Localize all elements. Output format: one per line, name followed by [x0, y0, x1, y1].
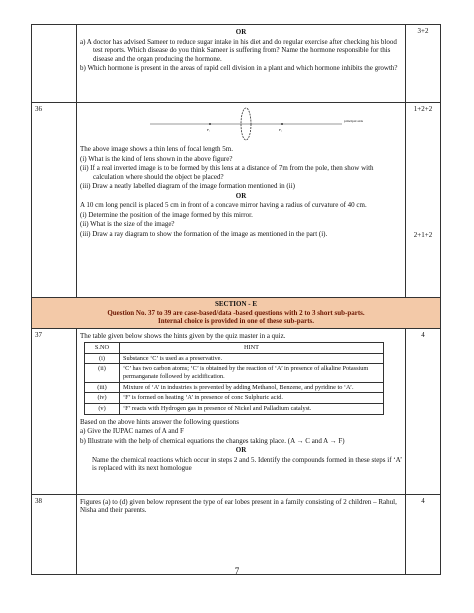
section-e-instruction-1: Question No. 37 to 39 are case-based/data -based questions with 2 to 3 short sub-parts. [107, 308, 365, 317]
question-38-number: 38 [32, 494, 77, 574]
hint-text: Mixture of ‘A’ in industries is prevented by adding Methanol, Benzene, and pyridine to ‘A’. [120, 382, 384, 393]
hint-sno: (i) [85, 353, 120, 364]
question-36-marks: 1+2+2 [413, 105, 433, 113]
question-36-alt-part-i: (i) Determine the position of the image formed by this mirror. [80, 210, 253, 219]
hint-sno: (iii) [85, 382, 120, 393]
question-36-marks-cell [406, 103, 441, 298]
table-row [85, 382, 384, 393]
question-paper-page [31, 24, 441, 578]
hint-text: Substance ‘C’ is used as a preservative. [120, 353, 384, 364]
or-label: OR [235, 28, 247, 36]
question-38-marks: 4 [406, 494, 441, 574]
page-number: 7 [234, 566, 240, 576]
question-37-row [32, 328, 441, 494]
question-37-based: Based on the above hints answer the following questions [80, 417, 240, 426]
table-row [85, 393, 384, 404]
section-e-cell [32, 298, 441, 329]
focus-f2-label: F₂ [279, 128, 283, 132]
question-38-text: Figures (a) to (d) given below represent the type of ear lobes present in a family consisting of 2 children – Rahul, Nisha and their parents. [80, 497, 397, 515]
hints-table-header [85, 343, 384, 354]
hint-sno: (ii) [85, 364, 120, 382]
question-35-marks: 3+2 [406, 25, 441, 103]
focus-f1-label: F₁ [207, 128, 211, 132]
question-36-part-ii: (ii) If a real inverted image is to be formed by this lens at a distance of 7m from the pole, then show with calculation where should the object be placed? [80, 164, 374, 181]
question-36-intro: The above image shows a thin lens of focal length 5m. [80, 145, 233, 153]
question-38-row [32, 494, 441, 574]
section-e-instruction-2: Internal choice is provided in one of these sub-parts. [157, 317, 315, 326]
convex-lens-diagram [80, 107, 416, 141]
hints-sno-header: S.NO [85, 343, 120, 354]
question-36-part-i: (i) What is the kind of lens shown in the above figure? [80, 154, 233, 163]
table-row [85, 353, 384, 364]
question-36-alt-intro: A 10 cm long pencil is placed 5 cm in front of a concave mirror having a radius of curvature of 40 cm. [80, 201, 367, 210]
hint-sno: (v) [85, 404, 120, 415]
question-36-body [77, 103, 406, 298]
lens-figure [80, 107, 402, 141]
question-36-part-iii: (iii) Draw a neatly labelled diagram of the image formation mentioned in (ii) [80, 182, 295, 191]
question-37-body [77, 328, 406, 494]
questions-table [31, 24, 441, 575]
question-37-number: 37 [32, 328, 77, 494]
question-36-alt-part-ii: (ii) What is the size of the image? [80, 220, 175, 229]
hints-table [84, 342, 384, 415]
question-36-alt-marks: 2+1+2 [413, 231, 433, 239]
principal-axis-label: principal axis [344, 119, 363, 123]
hint-text: ‘C’ has two carbon atoms; ‘C’ is obtained by the reaction of ‘A’ in presence of alkaline Potassium permanganate followed by acidification. [120, 364, 384, 382]
question-36-row [32, 103, 441, 298]
question-35-part-b: b) Which hormone is present in the areas of rapid cell division in a plant and which hormone inhibits the growth? [80, 64, 398, 73]
hint-text: ‘F’ is formed on heating ‘A’ in presence of conc Sulphuric acid. [120, 393, 384, 404]
table-row [85, 364, 384, 382]
question-38-body [77, 494, 406, 574]
question-35-row [32, 25, 441, 103]
question-35-body [77, 25, 406, 103]
question-35-number-cell [32, 25, 77, 103]
question-37-alt: Name the chemical reactions which occur in steps 2 and 5. Identify the compounds formed in these steps if ‘A’ is replaced with its next homologue [92, 455, 402, 473]
or-label: OR [235, 191, 247, 200]
hint-text: ‘F’ reacts with Hydrogen gas in presence of Nickel and Palladium catalyst. [120, 404, 384, 415]
section-e-banner [32, 298, 441, 329]
section-e-title: SECTION - E [214, 300, 257, 308]
question-35-part-a: a) A doctor has advised Sameer to reduce sugar intake in his diet and do regular exercise after checking his blood test reports. Which disease do you think Sameer is suffering from? Name the hormone responsible for this disease and the organ producing the hormone. [80, 37, 397, 63]
hint-sno: (iv) [85, 393, 120, 404]
hints-hint-header: HINT [120, 343, 384, 354]
question-36-alt-part-iii: (iii) Draw a ray diagram to show the formation of the image as mentioned in the part (i). [80, 229, 328, 238]
question-36-number: 36 [32, 103, 77, 298]
table-row [85, 404, 384, 415]
question-37-part-b: b) Illustrate with the help of chemical equations the changes taking place. (A → C and A → F) [80, 436, 345, 445]
question-37-intro: The table given below shows the hints given by the quiz master in a quiz. [80, 331, 286, 340]
or-label: OR [235, 446, 247, 455]
question-37-part-a: a) Give the IUPAC names of A and F [80, 427, 184, 436]
question-37-marks: 4 [406, 328, 441, 494]
